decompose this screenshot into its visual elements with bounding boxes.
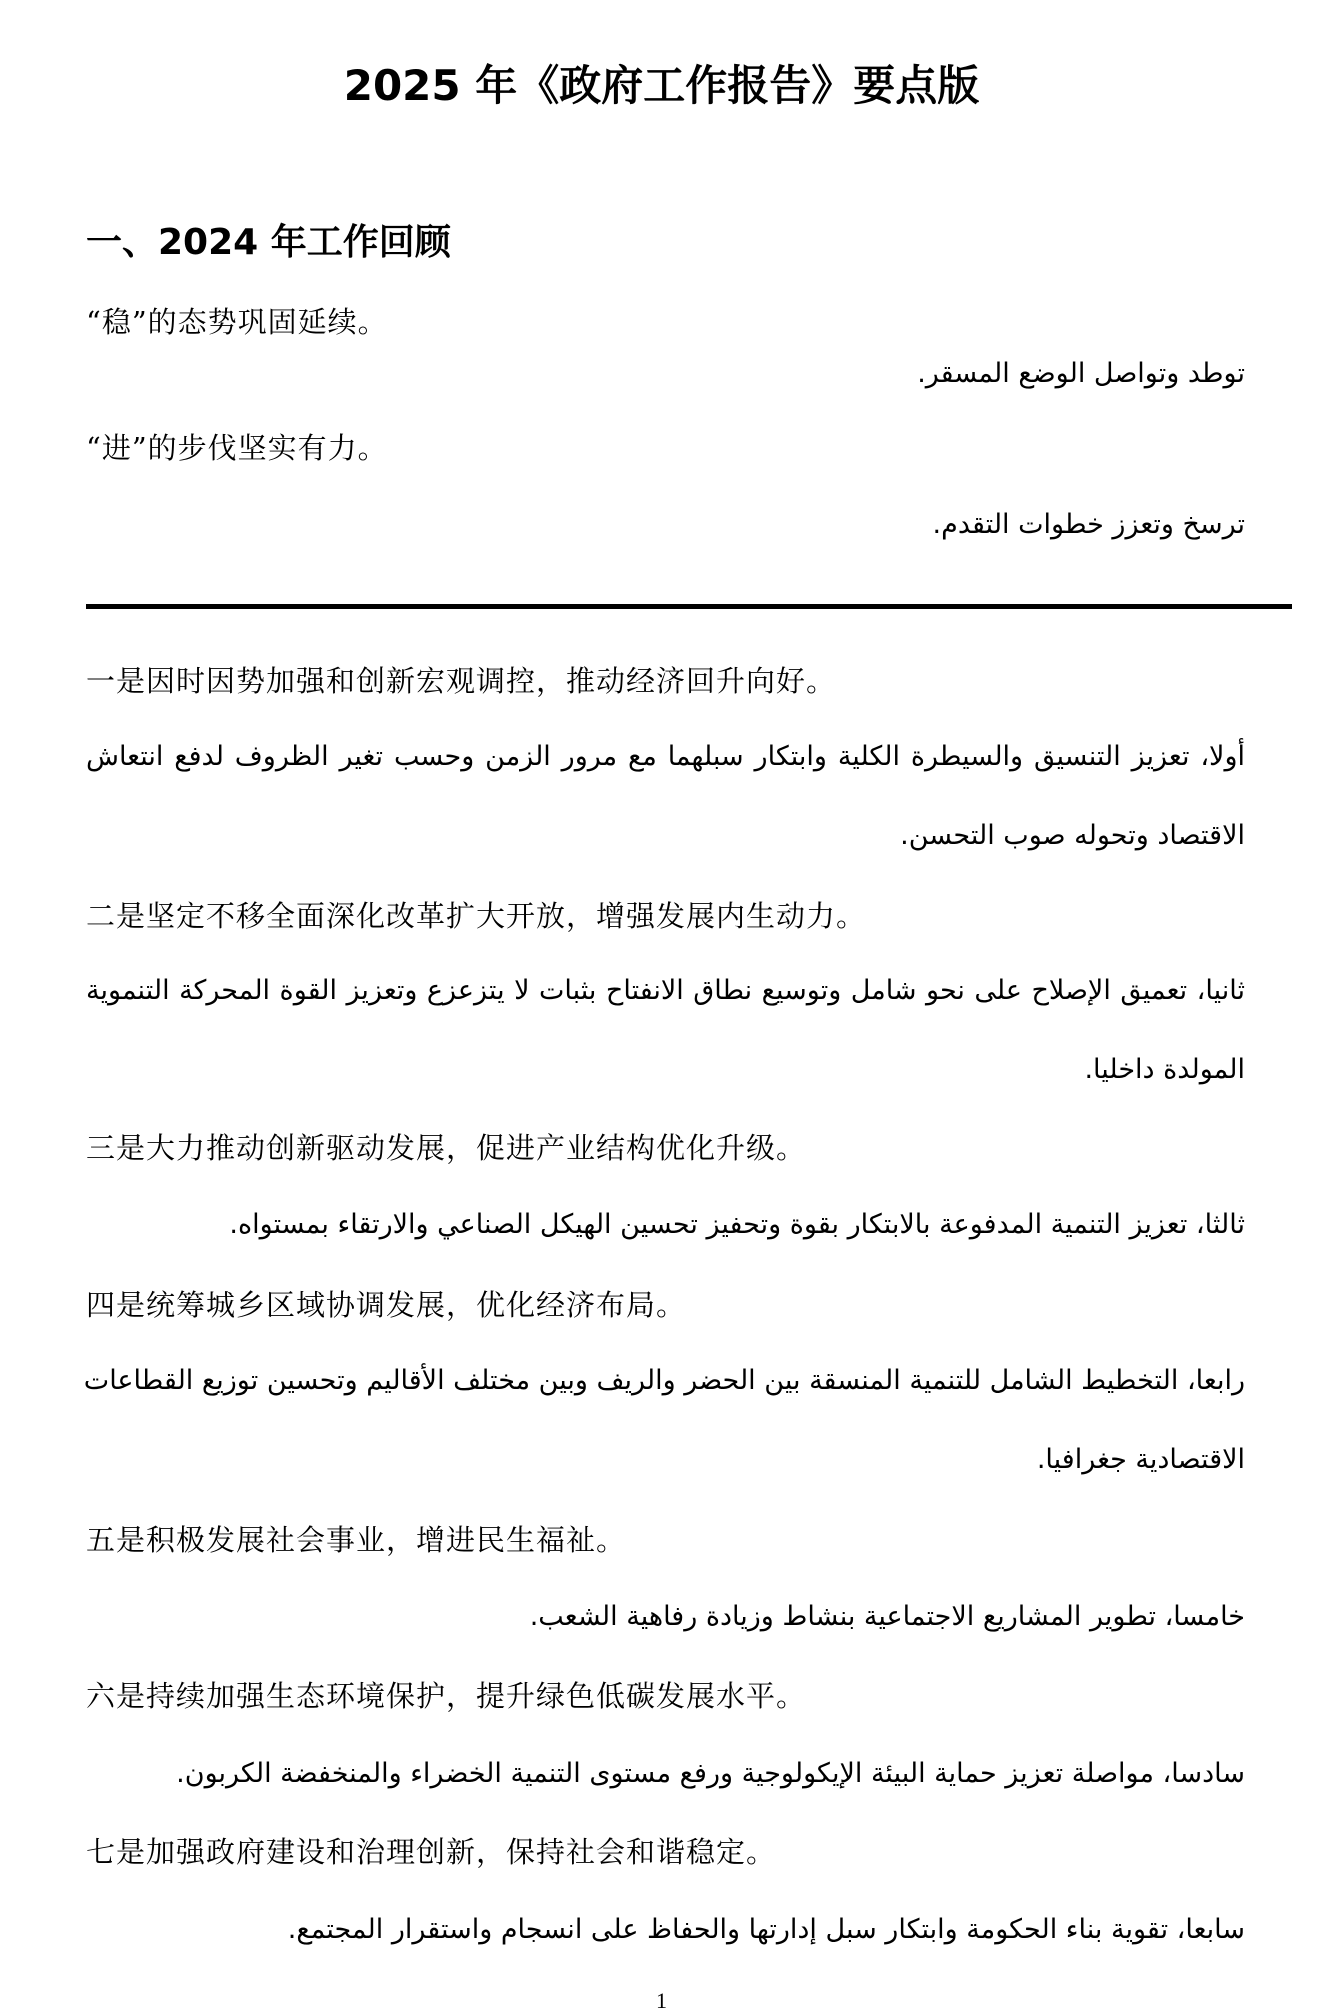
section-separator bbox=[86, 604, 1292, 609]
point-6-zh: 六是持续加强生态环境保护，提升绿色低碳发展水平。 bbox=[86, 1679, 807, 1713]
point-3-ar-line1: ثالثا، تعزيز التنمية المدفوعة بالابتكار بقوة وتحفيز تحسين الهيكل الصناعي والارتقاء بمستواه. bbox=[229, 1209, 1245, 1240]
point-2-ar-line2: المولدة داخليا. bbox=[1084, 1054, 1245, 1085]
point-4-zh: 四是统筹城乡区域协调发展，优化经济布局。 bbox=[86, 1288, 687, 1322]
point-7-ar-line1: سابعا، تقوية بناء الحكومة وابتكار سبل إدارتها والحفاظ على انسجام واستقرار المجتمع. bbox=[287, 1914, 1245, 1945]
point-5-ar-line1: خامسا، تطوير المشاريع الاجتماعية بنشاط وزيادة رفاهية الشعب. bbox=[529, 1601, 1245, 1632]
point-6-ar-line1: سادسا، مواصلة تعزيز حماية البيئة الإيكولوجية ورفع مستوى التنمية الخضراء والمنخفضة الكربون. bbox=[176, 1758, 1245, 1789]
point-5-zh: 五是积极发展社会事业，增进民生福祉。 bbox=[86, 1523, 627, 1557]
point-2-zh: 二是坚定不移全面深化改革扩大开放，增强发展内生动力。 bbox=[86, 899, 867, 933]
point-7-zh: 七是加强政府建设和治理创新，保持社会和谐稳定。 bbox=[86, 1835, 777, 1869]
review-stable-zh: “稳”的态势巩固延续。 bbox=[86, 305, 388, 339]
review-progress-ar: ترسخ وتعزز خطوات التقدم. bbox=[932, 509, 1245, 540]
point-1-ar-line1: أولا، تعزيز التنسيق والسيطرة الكلية وابتكار سبلهما مع مرور الزمن وحسب تغير الظروف لدفع انتعاش bbox=[86, 741, 1245, 772]
review-stable-ar: توطد وتواصل الوضع المسقر. bbox=[917, 358, 1245, 389]
point-1-zh: 一是因时因势加强和创新宏观调控，推动经济回升向好。 bbox=[86, 664, 837, 698]
point-2-ar-line1: ثانيا، تعميق الإصلاح على نحو شامل وتوسيع نطاق الانفتاح بثبات لا يتزعزع وتعزيز القوة المحركة التنموية bbox=[86, 975, 1245, 1006]
section-heading-review: 一、2024 年工作回顾 bbox=[86, 222, 451, 263]
point-4-ar-line2: الاقتصادية جغرافيا. bbox=[1036, 1444, 1245, 1475]
document-title: 2025 年《政府工作报告》要点版 bbox=[343, 61, 980, 110]
review-progress-zh: “进”的步伐坚实有力。 bbox=[86, 431, 388, 465]
point-1-ar-line2: الاقتصاد وتحوله صوب التحسن. bbox=[900, 820, 1245, 851]
point-3-zh: 三是大力推动创新驱动发展，促进产业结构优化升级。 bbox=[86, 1131, 807, 1165]
point-4-ar-line1: رابعا، التخطيط الشامل للتنمية المنسقة بين الحضر والريف وبين مختلف الأقاليم وتحسين توزيع القطاعات bbox=[83, 1365, 1245, 1396]
page-number: 1 bbox=[656, 1988, 667, 2013]
